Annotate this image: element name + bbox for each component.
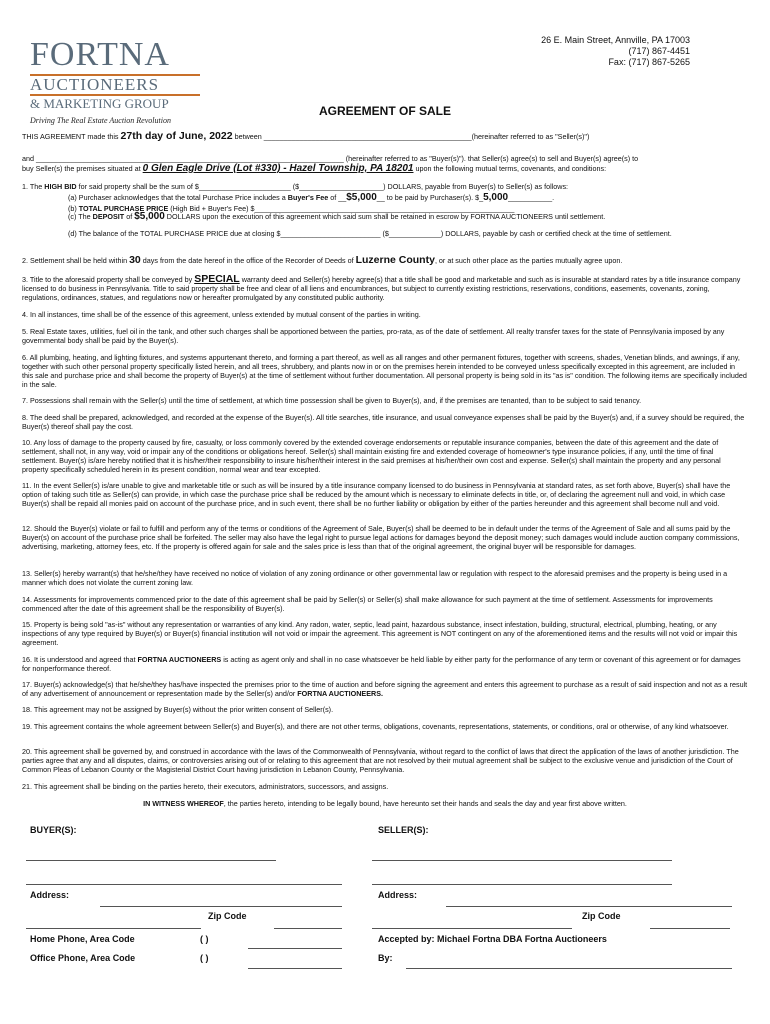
clause-1-text: for said property shall be the sum of $_______________________ ($_____________________) DOLLARS, payable from Buyer(s) to Seller(s) as follows: bbox=[76, 182, 569, 191]
clause-3-text-2: warranty deed and Seller(s) hereby agree(s) that a title shall be good and marketable and such as is insurable at standard rates by a title insurance company licensed to do business in Pennsylvania. Title to said property shall be free and clear of all liens and encumbrances, but subject to currently existing restrictions, reservations, conditions, easements, covenants, zoning, regulations, ordinances, statues, and regulations now or hereafter promulgated by any constituted public authority. bbox=[22, 275, 741, 302]
seller-zip-field[interactable] bbox=[650, 928, 730, 929]
buyers-fee-amount-2: 5,000 bbox=[483, 192, 509, 203]
clause-1b-prefix: (b) bbox=[68, 204, 79, 213]
total-price-label: TOTAL PURCHASE PRICE bbox=[78, 204, 169, 213]
company-name: FORTNA AUCTIONEERS bbox=[137, 655, 222, 664]
clause-19: 19. This agreement contains the whole agreement between Seller(s) and Buyer(s), and there are not other terms, obligations, covenants, representations, statements, or conditions, oral or otherwise, of any kind whatsoever. bbox=[22, 722, 729, 731]
witness-heading: IN WITNESS WHEREOF bbox=[143, 799, 224, 808]
seller-address-line-2[interactable] bbox=[372, 928, 572, 929]
buyer-address-label: Address: bbox=[30, 890, 70, 900]
clause-7: 7. Possessions shall remain with the Seller(s) until the time of settlement, at which time possession shall be given to Buyer(s), and, if the premises are tenanted, than to be subject to said tenancy. bbox=[22, 396, 642, 405]
intro-line-3 bbox=[22, 164, 748, 173]
clause-10: 10. Any loss of damage to the property caused by fire, casualty, or loss commonly covered by the extended coverage endorsements or reputable insurance companies, between the date of this agreement and the date of settlement, shall not, in any way, void or impair any of the conditions or obligations hereof. Seller(s) shall maintain existing fire and extended coverage of homeowner's type insurance policies, if any, until the time of final settlement. Buyer(s) is/are hereby notified that it is his/her/their responsibility to insure his/her/their interest in the said premises at his/her/their own cost and expense. Seller(s) shall maintain the property and any personal property specifically scheduled herein in its present condition, normal wear and tear excepted. bbox=[22, 438, 721, 474]
deed-type: SPECIAL bbox=[194, 273, 240, 285]
clause-8: 8. The deed shall be prepared, acknowledged, and recorded at the expense of the Buyer(s). All title searches, title insurance, and usual conveyance expenses shall be paid by the Buyer(s) and, if a survey should be required, the Buyer(s) thereof shall pay the cost. bbox=[22, 413, 745, 431]
clause-17-text: 17. Buyer(s) acknowledge(s) that he/she/they has/have inspected the premises prior to the time of auction and before signing the agreement and enters this agreement to purchase as a result of said inspection and not as a result of any advertisement of announcement or representation made by the Seller(s) and/or bbox=[22, 680, 748, 698]
clause-3-text: 3. Title to the aforesaid property shall be conveyed by bbox=[22, 275, 195, 284]
agreement-date: 27th day of June, 2022 bbox=[120, 130, 233, 142]
logo-line-3: & MARKETING GROUP bbox=[30, 96, 169, 111]
clause-1a-of: of __ bbox=[328, 193, 347, 202]
clause-1c bbox=[22, 212, 758, 221]
county-name: Luzerne County bbox=[355, 254, 435, 266]
intro-terms-text: upon the following mutual terms, covenants, and conditions: bbox=[413, 164, 607, 173]
office-phone-area-code[interactable]: ( ) bbox=[200, 953, 209, 963]
clause-5: 5. Real Estate taxes, utilities, fuel oil in the tank, and other such charges shall be apportioned between the parties, pro-rata, as of the date of settlement. All realty transfer taxes for the state of Pennsylvania imposed by any governmental body shall be paid by the Buyer(s). bbox=[22, 327, 725, 345]
office-phone-label: Office Phone, Area Code bbox=[30, 953, 136, 963]
intro-line-2: and _____________________________________________________________________________ (hereinafter referred to as "Buyer(s)"). that Seller(s) agree(s) to sell and Buyer(s) agree(s) to bbox=[22, 154, 639, 163]
clause-1b-text: (High Bid + Buyer's Fee) $_________________________________________________________________ bbox=[168, 204, 515, 213]
clause-1c-of: of bbox=[124, 212, 135, 221]
clause-1 bbox=[22, 182, 748, 191]
logo-tagline: Driving The Real Estate Auction Revolution bbox=[30, 116, 171, 125]
clause-2-text-3: , or at such other place as the parties mutually agree upon. bbox=[434, 256, 623, 265]
by-label: By: bbox=[378, 953, 393, 963]
clause-13: 13. Seller(s) hereby warrant(s) that he/she/they have received no notice of violation of any zoning ordinance or other governmental law or regulation with respect to the aforesaid premises and the property is being used in a manner which does not violate the current zoning law. bbox=[22, 569, 728, 587]
office-phone-field[interactable] bbox=[248, 968, 342, 969]
buyers-fee-label: Buyer's Fee bbox=[287, 193, 329, 202]
clause-16-text: 16. It is understood and agreed that bbox=[22, 655, 138, 664]
clause-16 bbox=[22, 655, 748, 673]
address-street: 26 E. Main Street, Annville, PA 17003 bbox=[541, 35, 690, 45]
clause-17 bbox=[22, 680, 748, 698]
clause-2-text-2: days from the date hereof in the office of the Recorder of Deeds of bbox=[140, 256, 356, 265]
clause-2 bbox=[22, 256, 748, 265]
home-phone-area-code[interactable]: ( ) bbox=[200, 934, 209, 944]
clause-1a-text: (a) Purchaser acknowledges that the total Purchase Price includes a bbox=[68, 193, 288, 202]
premises-address: 0 Glen Eagle Drive (Lot #330) - Hazel Township, PA 18201 bbox=[142, 163, 414, 174]
logo-wordmark: FORTNA bbox=[30, 36, 170, 73]
clause-1a-text-2: __ to be paid by Purchaser(s). $_ bbox=[376, 193, 484, 202]
accepted-by-label: Accepted by: Michael Fortna DBA Fortna Auctioneers bbox=[378, 934, 607, 944]
buyer-zip-label: Zip Code bbox=[208, 911, 247, 921]
page-title: AGREEMENT OF SALE bbox=[318, 104, 451, 118]
buyers-label: BUYER(S): bbox=[30, 825, 77, 835]
clause-1a bbox=[22, 193, 758, 202]
clause-2-text: 2. Settlement shall be held within bbox=[22, 256, 130, 265]
clause-1-prefix: 1. The bbox=[22, 182, 45, 191]
clause-14: 14. Assessments for improvements commenced prior to the date of this agreement shall be paid by Seller(s) or Seller(s) shall make allowance for such payment at the time of settlement. Assessments for improvements commenced after the date of this agreement shall be the responsibility of Buyer(s). bbox=[22, 595, 713, 613]
home-phone-field[interactable] bbox=[248, 948, 342, 949]
high-bid-label: HIGH BID bbox=[44, 182, 77, 191]
clause-21: 21. This agreement shall be binding on the parties hereto, their executors, administrators, successors, and assigns. bbox=[22, 782, 389, 791]
clause-20: 20. This agreement shall be governed by, and construed in accordance with the laws of the Commonwealth of Pennsylvania, without regard to the conflict of laws that direct the application of the laws of another jurisdiction. The parties agree that any and all disputes, claims, or controversies arising out of or relating to this agreement that are not resolved by their mutual agreement shall be subject to the exclusive venue and jurisdiction of the Court of Common Pleas of Lebanon County or the Magisterial District Court having jurisdiction in Lebanon County, Pennsylvania. bbox=[22, 747, 739, 774]
seller-signature-line-1[interactable] bbox=[372, 860, 672, 861]
clause-1d: (d) The balance of the TOTAL PURCHASE PRICE due at closing $_________________________ ($_____________) DOLLARS, payable by cash or certified check at the time of settlement. bbox=[68, 229, 672, 238]
company-address bbox=[541, 35, 690, 68]
witness-text: , the parties hereto, intending to be legally bound, have hereunto set their hands and seals the day and year first above written. bbox=[223, 799, 627, 808]
clause-1a-end: ___________. bbox=[508, 193, 555, 202]
by-signature-line[interactable] bbox=[406, 968, 732, 969]
clause-15: 15. Property is being sold "as-is" without any representation or warranties of any kind. Any radon, water, septic, lead paint, hazardous substance, insect infestation, building, structural, electrical, plumbing, heating, or any inspections of any type required by Buyer(s) or Buyer(s) financial institution will not void or impair the agreement. This agreement is NOT contingent on any of the aforementioned items and the results will not void or impair this agreement. bbox=[22, 620, 738, 647]
intro-text: THIS AGREEMENT made this bbox=[22, 132, 121, 141]
deposit-label: DEPOSIT bbox=[92, 212, 125, 221]
intro-line-1 bbox=[22, 132, 748, 141]
address-fax: Fax: (717) 867-5265 bbox=[608, 57, 690, 67]
address-phone: (717) 867-4451 bbox=[628, 46, 690, 56]
logo-line-2: AUCTIONEERS bbox=[30, 74, 200, 96]
home-phone-label: Home Phone, Area Code bbox=[30, 934, 135, 944]
buyers-fee-amount: $5,000 bbox=[346, 192, 377, 203]
seller-signature-line-2[interactable] bbox=[372, 884, 672, 885]
buyer-zip-field[interactable] bbox=[274, 928, 342, 929]
seller-address-label: Address: bbox=[378, 890, 418, 900]
clause-12: 12. Should the Buyer(s) violate or fail to fulfill and perform any of the terms or conditions of the Agreement of Sale, Buyer(s) shall be deemed to be in default under the terms of the Agreement of Sale and all sums paid by the Buyer(s) on account of the purchase price shall be forfeited. The seller may also have the legal right to pursue legal actions for damages beyond the deposit money; such damages would include auction company commissions, advertising, marketing, attorney fees, etc. If the property is offered again for sale and the sales price is less than that of the original agreement, the original buyer will be responsible for damages. bbox=[22, 524, 740, 551]
intro-premises-label: buy Seller(s) the premises situated at bbox=[22, 164, 143, 173]
buyer-signature-line-2[interactable] bbox=[26, 884, 342, 885]
buyer-address-field[interactable] bbox=[100, 906, 342, 907]
clause-3 bbox=[22, 275, 748, 302]
buyer-signature-line-1[interactable] bbox=[26, 860, 276, 861]
seller-zip-label: Zip Code bbox=[582, 911, 621, 921]
sellers-label: SELLER(S): bbox=[378, 825, 429, 835]
company-name-2: FORTNA AUCTIONEERS. bbox=[297, 689, 383, 698]
clause-1c-text: DOLLARS upon the execution of this agreement which said sum shall be retained in escrow by FORTNA AUCTIONEERS until settlement. bbox=[164, 212, 606, 221]
settlement-days: 30 bbox=[129, 254, 141, 266]
clause-1c-prefix: (c) The bbox=[68, 212, 93, 221]
intro-seller-text: between ____________________________________________________(hereinafter referred to as "Seller(s)") bbox=[232, 132, 590, 141]
deposit-amount: $5,000 bbox=[134, 211, 165, 222]
clause-4: 4. In all instances, time shall be of the essence of this agreement, unless extended by mutual consent of the parties in writing. bbox=[22, 310, 421, 319]
clause-6: 6. All plumbing, heating, and lighting fixtures, and systems appurtenant thereto, and forming a part thereof, as well as all ranges and other permanent fixtures, together with screens, shades, Venetian blinds, and awnings, if any, together with such other personal property specifically listed herein, and all trees, shrubbery, and plants now in or on the premises herein intended to be conveyed unless specifically excepted in this agreement, are included in this sale and purchase price and shall become the property of Buyer(s) at the time of settlement without further documentation. All personal property is being sold in its "as is" condition. The following items are specifically included in the sale. bbox=[22, 353, 747, 389]
witness-clause bbox=[22, 799, 748, 808]
buyer-address-line-2[interactable] bbox=[26, 928, 201, 929]
seller-address-field[interactable] bbox=[446, 906, 732, 907]
clause-11: 11. In the event Seller(s) is/are unable to give and marketable title or such as will be insured by a title insurance company licensed to do business in Pennsylvania at standard rates, as set forth above, Buyer(s) shall have the option of taking such title as Seller(s) can provide, in which case the purchase price shall be reduced by the amount which is necessary to eliminate defects in title, or, of declaring the agreement null and void, in which case Buyer(s) shall be repaid all monies paid on account of the purchase price, and in such event, there shall be no further liability or obligation by either of the parties hereunder and this agreement shall become null and void. bbox=[22, 481, 731, 508]
clause-18: 18. This agreement may not be assigned by Buyer(s) without the prior written consent of Seller(s). bbox=[22, 705, 334, 714]
clause-16-text-2: is acting as agent only and shall in no case whatsoever be held liable by either party for the performance of any term or covenant of this agreement or for damages for nonperformance thereof. bbox=[22, 655, 741, 673]
